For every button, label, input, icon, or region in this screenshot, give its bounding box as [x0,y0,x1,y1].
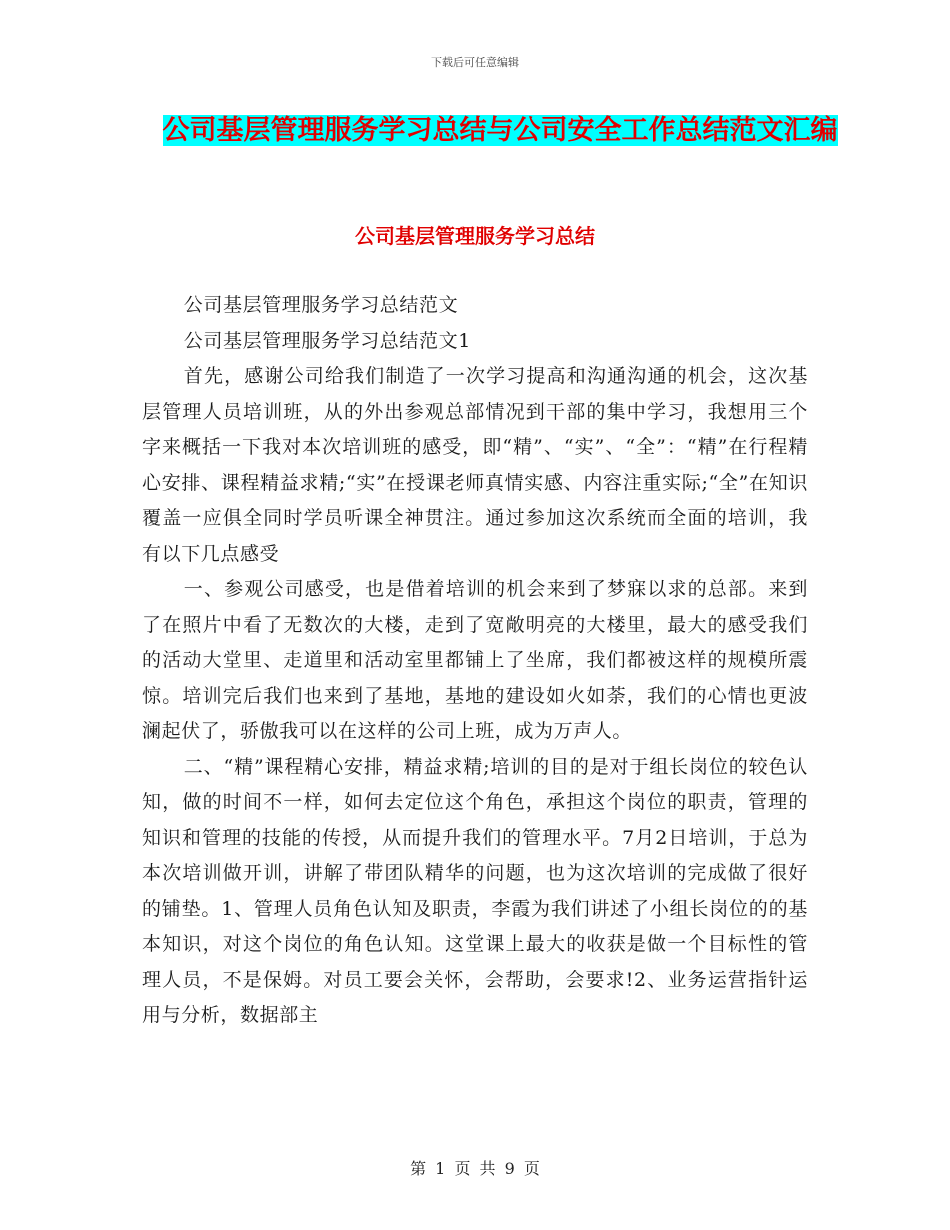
page-footer: 第 1 页 共 9 页 [410,1159,540,1178]
paragraph: 公司基层管理服务学习总结范文 [183,294,459,316]
header-note: 下载后可任意编辑 [431,56,519,69]
paragraph: 公司基层管理服务学习总结范文1 [183,329,471,352]
document-title-text: 公司基层管理服务学习总结与公司安全工作总结范文汇编 [162,115,838,146]
paragraph: 二、“精”课程精心安排，精益求精;培训的目的是对于组长岗位的较色认知，做的时间不一样，如何去定位这个角色，承担这个岗位的职责，管理的知识和管理的技能的传授，从而提升我们的管理水平。7月2日培训，于总为本次培训做开训，讲解了带团队精华的问题，也为这次培训的完成做了很好的铺垫。1、管理人员角色认知及职责，李霞为我们讲述了小组长岗位的的基本知识，对这个岗位的角色认知。这堂课上最大的收获是做一个目标性的管理人员，不是保姆。对员工要会关怀，会帮助，会要求!2、业务运营指针运用与分析，数据部主 [142,755,808,1026]
paragraph: 一、参观公司感受，也是借着培训的机会来到了梦寐以求的总部。来到了在照片中看了无数次的大楼，走到了宽敞明亮的大楼里，最大的感受我们的活动大堂里、走道里和活动室里都铺上了坐席，我们都被这样的规模所震惊。培训完后我们也来到了基地，基地的建设如火如荼，我们的心情也更波澜起伏了，骄傲我可以在这样的公司上班，成为万声人。 [142,578,808,742]
document-title [140,108,860,154]
body-text [142,288,808,1034]
paragraph: 首先，感谢公司给我们制造了一次学习提高和沟通沟通的机会，这次基层管理人员培训班，从的外出参观总部情况到干部的集中学习，我想用三个字来概括一下我对本次培训班的感受，即“精”、“实”、“全”：“精”在行程精心安排、课程精益求精;“实”在授课老师真情实感、内容注重实际;“全”在知识覆盖一应俱全同时学员听课全神贯注。通过参加这次系统而全面的培训，我有以下几点感受 [142,365,808,565]
section-heading: 公司基层管理服务学习总结 [355,224,595,248]
